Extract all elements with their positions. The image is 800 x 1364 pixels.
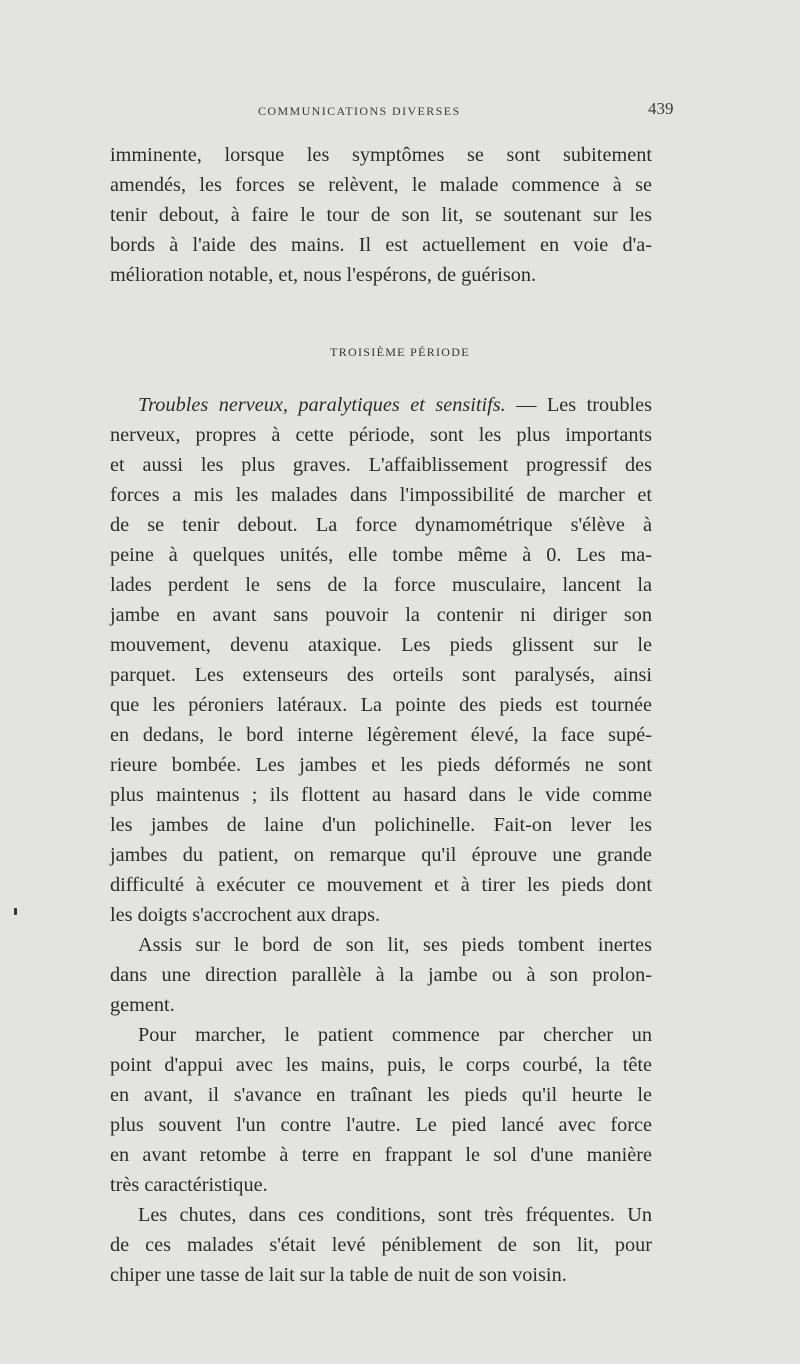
text-line: que les péroniers latéraux. La pointe des pieds est tournée	[110, 694, 652, 716]
text-line: plus souvent l'un contre l'autre. Le pied lancé avec force	[110, 1114, 652, 1136]
text-line: plus maintenus ; ils flottent au hasard dans le vide comme	[110, 784, 652, 806]
text-line: en avant, il s'avance en traînant les pieds qu'il heurte le	[110, 1084, 652, 1106]
text-line: tenir debout, à faire le tour de son lit, se soutenant sur les	[110, 204, 652, 226]
italic-subheading: Troubles nerveux, paralytiques et sensitifs.	[138, 394, 506, 416]
text-line: jambes du patient, on remarque qu'il éprouve une grande	[110, 844, 652, 866]
text-line: les jambes de laine d'un polichinelle. Fait-on lever les	[110, 814, 652, 836]
paragraph-1	[110, 140, 652, 290]
paragraph-2	[110, 390, 652, 1290]
text-line: de ces malades s'était levé péniblement de son lit, pour	[110, 1234, 652, 1256]
text-line: mouvement, devenu ataxique. Les pieds glissent sur le	[110, 634, 652, 656]
text-line: en dedans, le bord interne légèrement élevé, la face supé-	[110, 724, 652, 746]
text-line: forces a mis les malades dans l'impossibilité de marcher et	[110, 484, 652, 506]
text-line: difficulté à exécuter ce mouvement et à tirer les pieds dont	[110, 874, 652, 896]
text-line: Les chutes, dans ces conditions, sont très fréquentes. Un	[138, 1204, 652, 1226]
text-line: et aussi les plus graves. L'affaiblissement progressif des	[110, 454, 652, 476]
text-line: imminente, lorsque les symptômes se sont subitement	[110, 144, 652, 166]
text-line: dans une direction parallèle à la jambe ou à son prolon-	[110, 964, 652, 986]
text-line: Assis sur le bord de son lit, ses pieds tombent inertes	[138, 934, 652, 956]
text-line: peine à quelques unités, elle tombe même à 0. Les ma-	[110, 544, 652, 566]
text-line: lades perdent le sens de la force musculaire, lancent la	[110, 574, 652, 596]
text-line: parquet. Les extenseurs des orteils sont paralysés, ainsi	[110, 664, 652, 686]
text-line: bords à l'aide des mains. Il est actuellement en voie d'a-	[110, 234, 652, 256]
text-line: nerveux, propres à cette période, sont les plus importants	[110, 424, 652, 446]
text-line: amendés, les forces se relèvent, le malade commence à se	[110, 174, 652, 196]
text-line: les doigts s'accrochent aux draps.	[110, 904, 381, 926]
text-line: Pour marcher, le patient commence par chercher un	[138, 1024, 652, 1046]
text-line: mélioration notable, et, nous l'espérons, de guérison.	[110, 264, 537, 286]
text-line: gement.	[110, 994, 175, 1016]
text-line: en avant retombe à terre en frappant le sol d'une manière	[110, 1144, 652, 1166]
section-heading: TROISIÈME PÉRIODE	[330, 345, 470, 359]
text-line: de se tenir debout. La force dynamométrique s'élève à	[110, 514, 652, 536]
text-line: très caractéristique.	[110, 1174, 268, 1196]
ink-speck	[14, 908, 17, 915]
paragraph-2-lead-line	[110, 390, 652, 420]
page-number: 439	[648, 99, 674, 118]
text-line: jambe en avant sans pouvoir la contenir ni diriger son	[110, 604, 652, 626]
text-line: chiper une tasse de lait sur la table de nuit de son voisin.	[110, 1264, 567, 1286]
running-title: COMMUNICATIONS DIVERSES	[258, 104, 461, 118]
text-line: rieure bombée. Les jambes et les pieds déformés ne sont	[110, 754, 652, 776]
text-line: point d'appui avec les mains, puis, le corps courbé, la tête	[110, 1054, 652, 1076]
lead-line-rest: — Les troubles	[505, 394, 652, 416]
